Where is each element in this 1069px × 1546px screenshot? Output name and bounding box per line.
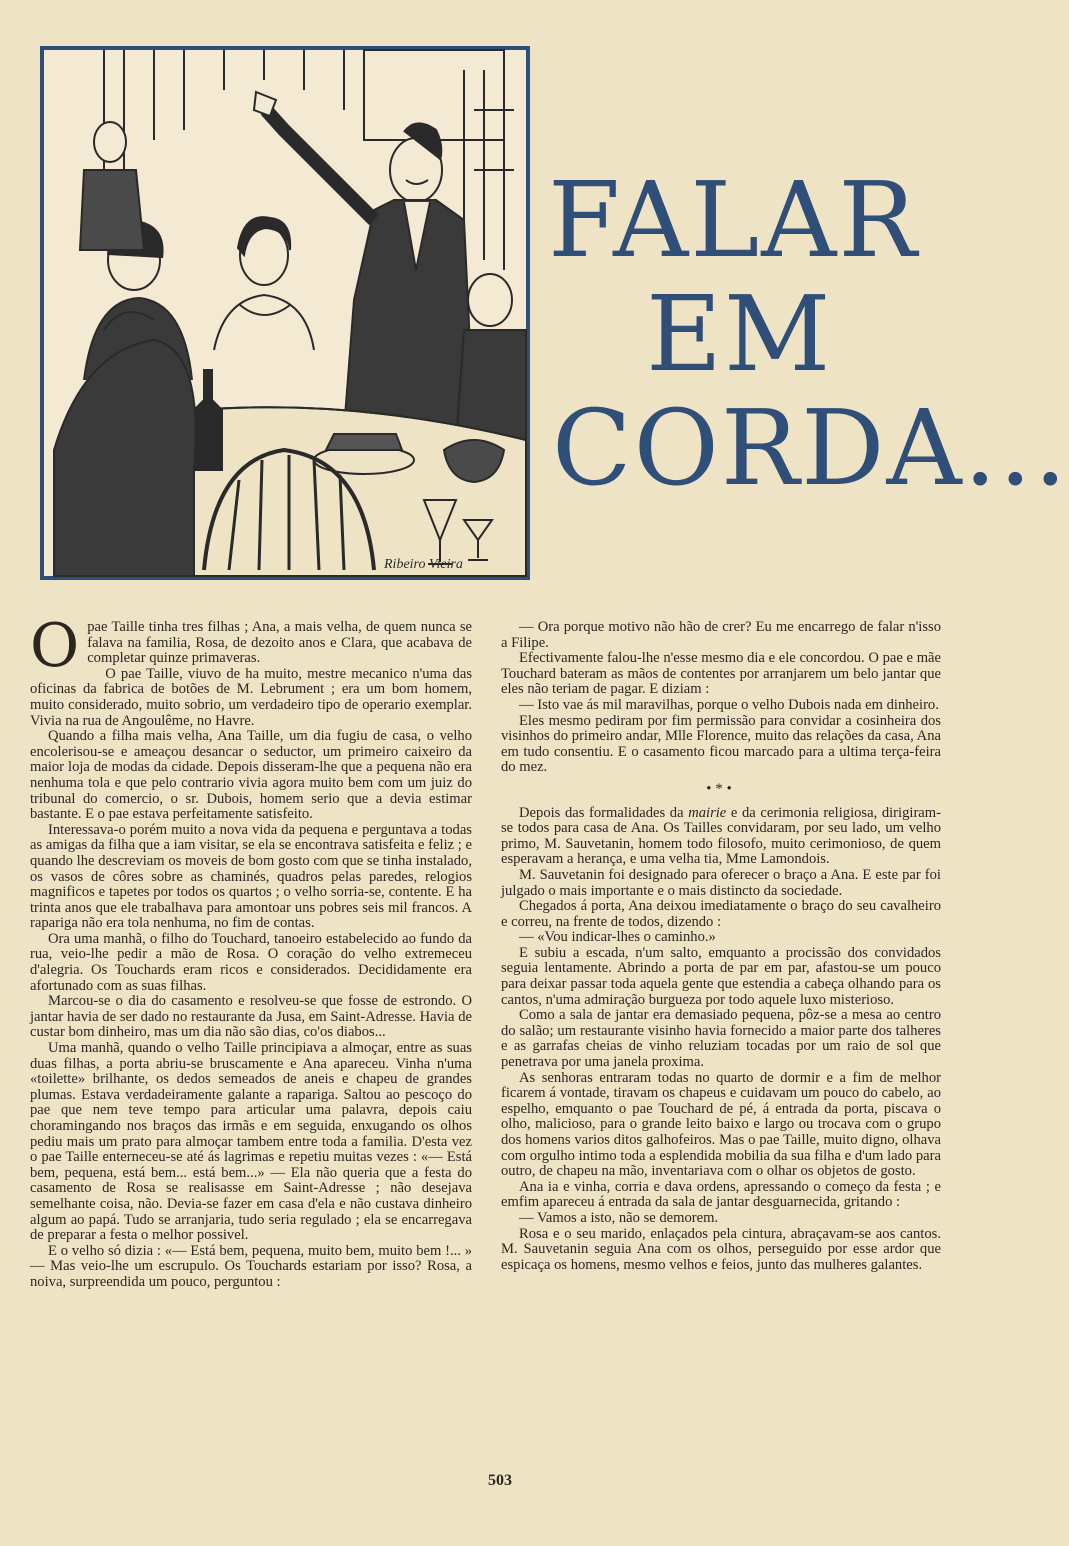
- paragraph: Rosa e o seu marido, enlaçados pela cintura, abraçavam-se aos cantos. M. Sauvetanin seguia Ana com os olhos, perseguido por esse ardor que espicaça os homens, mesmo velhos e feios, junto das mulheres galantes.: [501, 1225, 941, 1273]
- paragraph: Marcou-se o dia do casamento e resolveu-se que fosse de estrondo. O jantar havia de ser dado no restaurante da Jusa, em Saint-Adresse. Havia de custar bom dinheiro, mas um dia não são dias, co'os diabos...: [30, 993, 472, 1041]
- headline-line-2: EM: [646, 273, 833, 395]
- paragraph: Ora uma manhã, o filho do Touchard, tanoeiro estabelecido ao fundo da rua, veio-lhe pedir a mão de Rosa. O coração do velho extremeceu d'alegria. Os Touchards eram ricos e considerados. Decididamente era afortunado com as suas filhas.: [30, 930, 472, 994]
- paragraph: Efectivamente falou-lhe n'esse mesmo dia e ele concordou. O pae e mãe Touchard bateram as mãos de contentes por arranjarem um belo jantar que eles não teriam de pagar. E diziam :: [501, 650, 941, 698]
- paragraph: Depois das formalidades da mairie e da cerimonia religiosa, dirigiram-se todos para casa de Ana. Os Tailles convidaram, por seu lado, um velho primo, M. Sauvetanin, homem todo filosofo, muito cerimonioso, de quem esperavam a herança, e uma velha tia, Mme Lamondois.: [501, 804, 941, 868]
- paragraph: O pae Taille, viuvo de ha muito, mestre mecanico n'uma das oficinas da fabrica de botões de M. Lebrument ; era um bom homem, muito considerado, muito sobrio, um verdadeiro tipo de operario exemplar. Vivia na rua de Angoulême, no Havre.: [30, 665, 472, 729]
- headline-line-3: CORDA...: [552, 387, 1069, 509]
- paragraph: Chegados á porta, Ana deixou imediatamente o braço do seu cavalheiro e correu, na frente de todos, dizendo :: [501, 898, 941, 930]
- paragraph: Como a sala de jantar era demasiado pequena, pôz-se a mesa ao centro do salão; um restaurante visinho havia fornecido a maior parte dos talheres e as garrafas cheias de vinho reluziam tocadas por um raio de sol que penetrava por uma janela proxima.: [501, 1007, 941, 1071]
- dinner-illustration: [40, 46, 530, 580]
- paragraph: Eles mesmo pediram por fim permissão para convidar a cosinheira dos visinhos do primeiro andar, Mlle Florence, muito das relações da casa, Ana em tudo consentiu. E o casamento ficou marcado para a ultima terça-feira do mez.: [501, 712, 941, 776]
- paragraph: Ana ia e vinha, corria e dava ordens, apressando o começo da festa ; e emfim apareceu á entrada da sala de jantar desguarnecida, gritando :: [501, 1178, 941, 1211]
- section-separator: •*•: [706, 780, 736, 797]
- paragraph: E subiu a escada, n'um salto, emquanto a procissão dos convidados seguia lentamente. Abrindo a porta de par em par, afastou-se um pouco para deixar passar toda aquela gente que estendia a cabeça olhando para os cantos, n'uma admiração burgueza por todo aquele luxo misterioso.: [501, 944, 941, 1008]
- article-headline: [548, 159, 1069, 509]
- paragraph: — Ora porque motivo não hão de crer? Eu me encarrego de falar n'isso a Filipe.: [501, 619, 941, 651]
- paragraph: Interessava-o porém muito a nova vida da pequena e perguntava a todas as amigas da filha que a iam visitar, se ela se encontrava satisfeita e feliz ; e quando lhe descreviam os moveis de bom gosto com que se tinha instalado, os vasos de côres sobre as chaminés, quadros pelas paredes, relogios magnificos e tapetes por todos os quartos ; o velho sorria-se, contente. E ha trinta anos que ele trabalhava para amontoar uns pobres seis mil francos. A rapariga não era tola nenhuma, no fim de contas.: [30, 821, 472, 932]
- paragraph: M. Sauvetanin foi designado para oferecer o braço a Ana. E este par foi julgado o mais importante e o mais distincto da sociedade.: [501, 866, 941, 899]
- right-column: [501, 620, 941, 1273]
- paragraph: Quando a filha mais velha, Ana Taille, um dia fugiu de casa, o velho encolerisou-se e ameaçou desancar o seductor, um primeiro caixeiro da maior loja de modas da cidade. Depois disseram-lhe que a pequena não era nenhuma tola e que pelo contrario vivia agora muito bem com um juiz do tribunal do comercio, o sr. Dubois, homem serio que a devia estimar bastante. E o pae estava perfeitamente satisfeito.: [30, 728, 472, 823]
- page-number: 503: [488, 1472, 512, 1489]
- paragraph: Uma manhã, quando o velho Taille principiava a almoçar, entre as suas duas filhas, a porta abriu-se bruscamente e Ana apareceu. Vinha n'uma «toilette» brilhante, os dedos semeados de aneis e chapeu de grandes plumas. Estava verdadeiramente galante a rapariga. Saltou ao pescoço do pae que nem teve tempo para articular uma palavra, depois caiu choramingando nos braços das irmãs e em seguida, enxugando os olhos pediu mais um prato para almoçar tambem entre toda a familia. D'esta vez o pae Taille enterneceu-se até ás lagrimas e repetiu muitas vezes : «— Está bem, pequena, está bem... está bem...» — Ela não queria que a festa do casamento de Rosa se realisasse em Saint-Adresse ; não desejava semelhante coisa, não. Devia-se fazer em casa d'ela e não custava dinheiro algum ao papá. Tudo se arranjaria, tudo seria regulado ; ela se encarregava de preparar a festa o melhor possivel.: [30, 1040, 472, 1244]
- paragraph: — Vamos a isto, não se demorem.: [519, 1209, 719, 1226]
- illustration-signature: Ribeiro Vieira: [384, 557, 463, 572]
- paragraph: As senhoras entraram todas no quarto de dormir e a fim de melhor ficarem á vontade, tiravam os chapeus e cuidavam um pouco do cabelo, ao espelho, emquanto o pae Touchard de pé, á entrada da porta, piscava o olho, malicioso, para o grande leito baixo e largo ou trocava com o grupo dos homens varios ditos galhofeiros. Mas o pae Taille, muito digno, olhava com orgulho intimo toda a esplendida mobilia da sua filha e d'um lado para outro, de chapeu na mão, inventariava com o olhar os objetos de gosto.: [501, 1069, 941, 1180]
- left-column: [30, 611, 472, 1291]
- drop-cap: O: [30, 611, 80, 681]
- paragraph: — Isto vae ás mil maravilhas, porque o velho Dubois nada em dinheiro.: [519, 696, 939, 713]
- paragraph: E o velho só dizia : «— Está bem, pequena, muito bem, muito bem !... » — Mas veio-lhe um escrupulo. Os Touchards estariam por isso? Rosa, a noiva, surpreendida um pouco, perguntou :: [30, 1242, 472, 1290]
- paragraph: Opae Taille tinha tres filhas ; Ana, a mais velha, de quem nunca se falava na familia, Rosa, de dezoito anos e Clara, que acabava de completar quinze primaveras.: [30, 611, 472, 681]
- dinner-toast-illustration-icon: [44, 50, 526, 576]
- paragraph: — «Vou indicar-lhes o caminho.»: [519, 929, 716, 946]
- headline-line-1: FALAR: [548, 159, 919, 281]
